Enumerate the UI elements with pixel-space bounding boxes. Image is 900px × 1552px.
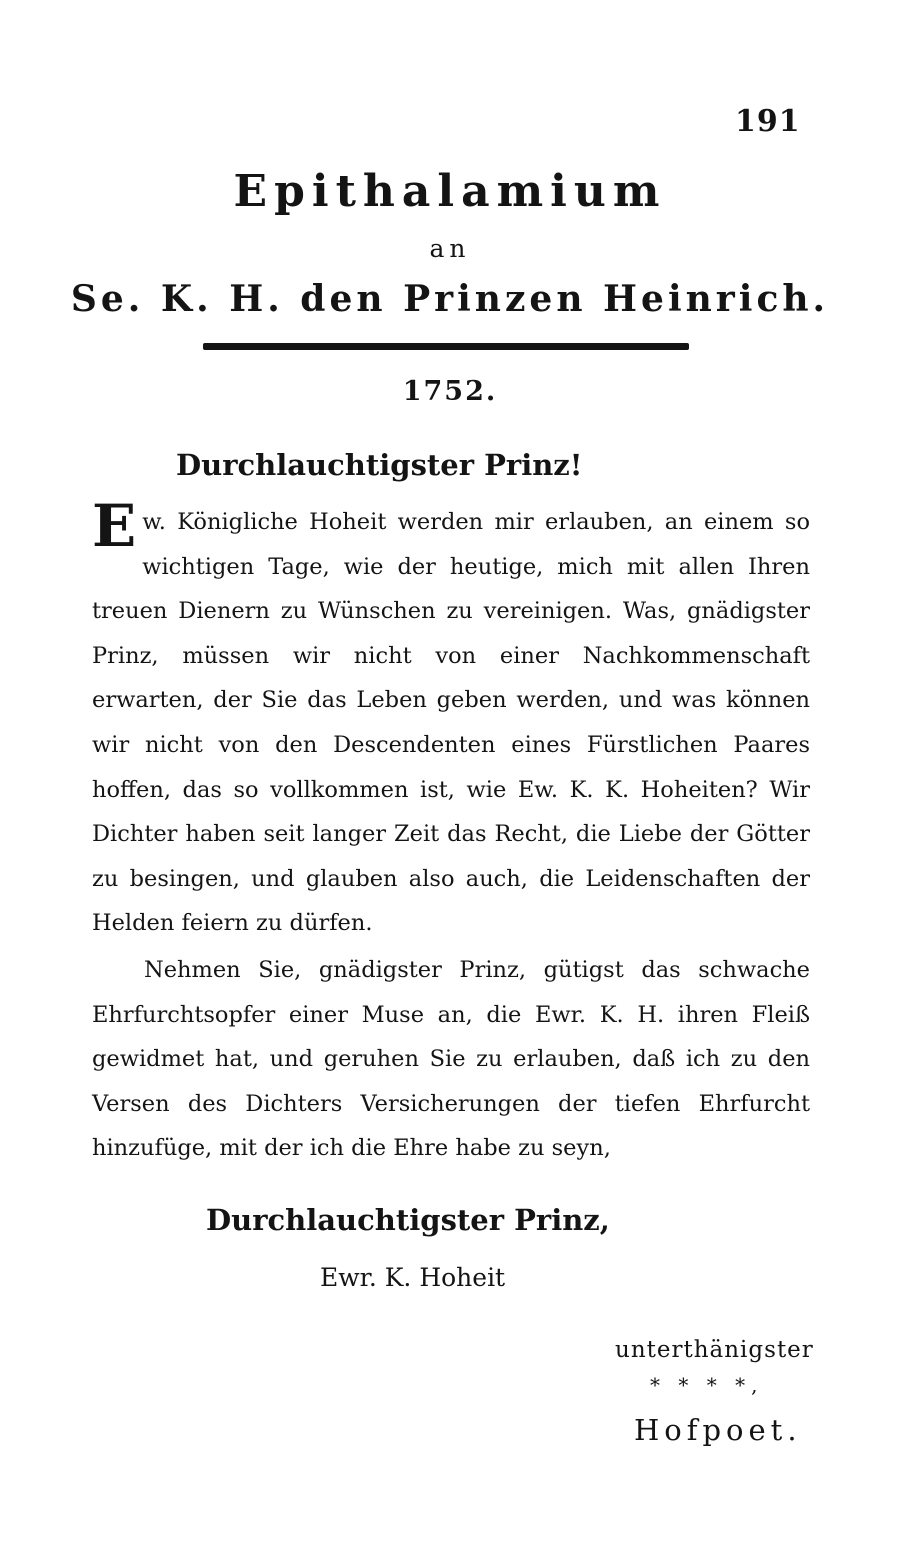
- paragraph-1: [92, 492, 810, 946]
- drop-cap-initial: E: [92, 492, 137, 560]
- paragraph-1-text: w. Königliche Hoheit werden mir erlauben, an einem so wichtigen Tage, wie der heutige, mich mit allen Ihren treuen Dienern zu Wünschen zu vereinigen. Was, gnädigster Prinz, müssen wir nicht von einer Nachkommenschaft erwarten, der Sie das Leben geben werden, und was können wir nicht von den Descendenten eines Fürstlichen Paares hoffen, das so vollkommen ist, wie Ew. K. K. Hoheiten? Wir Dichter haben seit langer Zeit das Recht, die Liebe der Götter zu besingen, und glauben also auch, die Leidenschaften der Helden feiern zu dürfen.: [92, 509, 810, 937]
- page-number: 191: [735, 104, 801, 139]
- title-preposition: an: [429, 234, 471, 263]
- title-rule: [203, 343, 689, 350]
- addressee-line: Se. K. H. den Prinzen Heinrich.: [70, 278, 830, 320]
- author-asterisks: * * * *,: [650, 1373, 764, 1397]
- salutation: Durchlauchtigster Prinz!: [176, 448, 583, 482]
- signature: Hofpoet.: [634, 1413, 802, 1447]
- poem-title: Epithalamium: [233, 166, 667, 217]
- paragraph-2: Nehmen Sie, gnädigster Prinz, gütigst das schwache Ehrfurchtsopfer einer Muse an, die Ewr. K. H. ihren Fleiß gewidmet hat, und geruhen Sie zu erlauben, daß ich zu den Versen des Dichters Versicherungen der tiefen Ehrfurcht hinzufüge, mit der ich die Ehre habe zu seyn,: [92, 957, 810, 1162]
- year: 1752.: [402, 376, 498, 407]
- closing-title: Ewr. K. Hoheit: [320, 1263, 506, 1292]
- subscription: unterthänigster: [615, 1337, 814, 1363]
- closing-salutation: Durchlauchtigster Prinz,: [206, 1203, 610, 1237]
